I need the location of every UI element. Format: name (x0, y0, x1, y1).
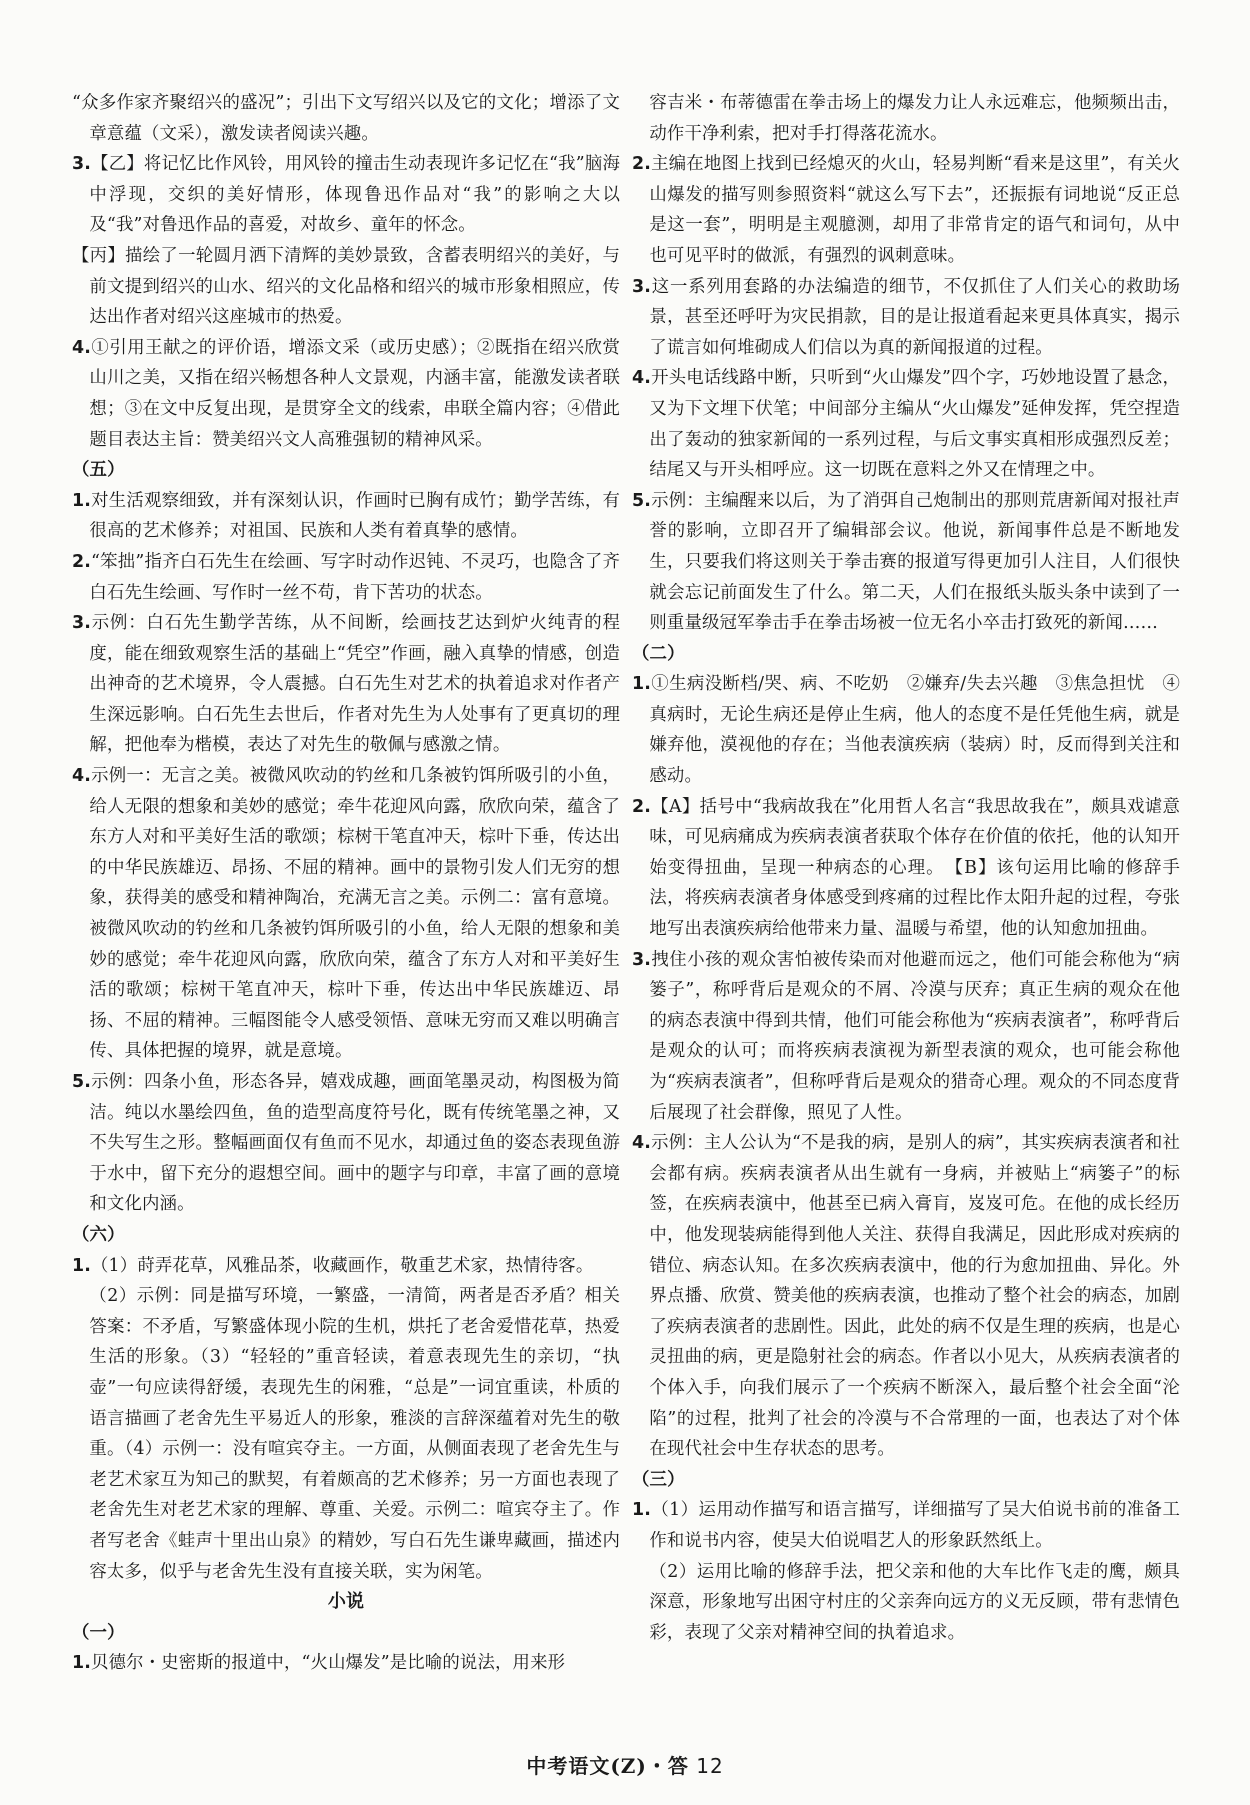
answer-text: （1）莳弄花草，风雅品茶，收藏画作，敬重艺术家，热情待客。 (91, 1255, 594, 1276)
answer-number: 1. (72, 1255, 92, 1276)
answer-text: 示例：主编醒来以后，为了消弭自己炮制出的那则荒唐新闻对报社声誉的影响，立即召开了编辑部会议。他说，新闻事件总是不断地发生，只要我们将这则关于拳击赛的报道写得更加引人注目，人们很快就会忘记前面发生了什么。第二天，人们在报纸头版头条中读到了一则重量级冠军拳击手在拳击场被一位无名小卒击打致死的新闻…… (649, 490, 1180, 634)
answer-text: （2）运用比喻的修辞手法，把父亲和他的大车比作飞走的鹰，颇具深意，形象地写出困守村庄的父亲奔向远方的义无反顾，带有悲情色彩，表现了父亲对精神空间的执着追求。 (649, 1561, 1180, 1643)
answer-text: （2）示例：同是描写环境，一繁盛，一清简，两者是否矛盾？相关答案：不矛盾，写繁盛体现小院的生机，烘托了老舍爱惜花草，热爱生活的形象。（3）“轻轻的”重音轻读，着意表现先生的亲切，“执壶”一句应读得舒缓，表现先生的闲雅，“总是”一词宜重读，朴质的语言描画了老舍先生平易近人的形象，雅淡的言辞深蕴着对先生的敬重。（4）示例一：没有喧宾夺主。一方面，从侧面表现了老舍先生与老艺术家互为知己的默契，有着颇高的艺术修养；另一方面也表现了老舍先生对老艺术家的理解、尊重、关爱。示例二：喧宾夺主了。作者写老舍《蛙声十里出山泉》的精妙，写白石先生谦卑藏画，描述内容太多，似乎与老舍先生没有直接关联，实为闲笔。 (89, 1286, 620, 1582)
answer-text: 示例：四条小鱼，形态各异，嬉戏成趣，画面笔墨灵动，构图极为简洁。纯以水墨绘四鱼，鱼的造型高度符号化，既有传统笔墨之神，又不失写生之形。整幅画面仅有鱼而不见水，却通过鱼的姿态表现鱼游于水中，留下充分的遐想空间。画中的题字与印章，丰富了画的意境和文化内涵。 (89, 1072, 620, 1215)
answer-number: 3. (632, 276, 652, 297)
left-column (72, 88, 620, 1679)
answer-number: 4. (632, 368, 652, 389)
answer-text: （三） (632, 1469, 685, 1490)
section-heading (72, 1220, 620, 1251)
answer-text: （二） (632, 643, 685, 664)
answer-text: 对生活观察细致，并有深刻认识，作画时已胸有成竹；勤学苦练，有很高的艺术修养；对祖国、民族和人类有着真挚的感情。 (89, 490, 620, 542)
answer-paragraph (632, 486, 1180, 639)
answer-number: 3. (632, 949, 652, 970)
answer-paragraph (72, 547, 620, 608)
watermark-top: ​ (550, 760, 570, 899)
answer-paragraph (632, 945, 1180, 1129)
answer-text: 这一系列用套路的办法编造的细节，不仅抓住了人们关心的救助场景，甚至还呼吁为灾民捐款，目的是让报道看起来更具体真实，揭示了谎言如何堆砌成人们信以为真的新闻报道的过程。 (649, 276, 1180, 358)
answer-paragraph (72, 333, 620, 455)
section-title (72, 1587, 620, 1618)
answer-text: ①生病没断档/哭、病、不吃奶 ②嫌弃/失去兴趣 ③焦急担忧 ④真病时，无论生病还是停止生病，他人的态度不是任凭他生病，就是嫌弃他，漠视他的存在；当他表演疾病（装病）时，反而得到关注和感动。 (649, 674, 1180, 787)
answer-text: 【A】括号中“我病故我在”化用哲人名言“我思故我在”，颇具戏谑意味，可见病痛成为疾病表演者获取个体存在价值的依托，他的认知开始变得扭曲，呈现一种病态的心理。 【B】该句运用比喻的修辞手法，将疾病表演者身体感受到疼痛的过程比作太阳升起的过程，夸张地写出表演疾病给他带来力量、温暖与希望，他的认知愈加扭曲。 (649, 796, 1180, 940)
answer-text: （一） (72, 1622, 125, 1643)
answer-text: “笨拙”指齐白石先生在绘画、写字时动作迟钝、不灵巧，也隐含了齐白石先生绘画、写作时一丝不苟，肯下苦功的状态。 (89, 551, 620, 603)
answer-number: 4. (72, 766, 92, 787)
answer-text: 容吉米・布蒂德雷在拳击场上的爆发力让人永远难忘，他频频出击，动作干净利索，把对手打得落花流水。 (649, 93, 1180, 144)
answer-paragraph (72, 761, 620, 1067)
answer-text: 主编在地图上找到已经熄灭的火山，轻易判断“看来是这里”，有关火山爆发的描写则参照资料“就这么写下去”，还振振有词地说“反正总是这一套”，明明是主观臆测，却用了非常肯定的语气和词句，从中也可见平时的做派，有强烈的讽刺意味。 (649, 154, 1180, 266)
answer-number: 1. (72, 1653, 92, 1674)
answer-paragraph (72, 149, 620, 241)
answer-text: “众多作家齐聚绍兴的盛况”；引出下文写绍兴以及它的文化；增添了文章意蕴（文采），激发读者阅读兴趣。 (72, 93, 620, 144)
answer-paragraph (632, 88, 1180, 149)
footer-edition: (Z) (610, 1754, 647, 1778)
answer-paragraph (72, 1648, 620, 1679)
answer-text: 开头电话线路中断，只听到“火山爆发”四个字，巧妙地设置了悬念，又为下文埋下伏笔；中间部分主编从“火山爆发”延伸发挥，凭空捏造出了轰动的独家新闻的一系列过程，与后文事实真相形成强烈反差；结尾又与开头相呼应。这一切既在意料之外又在情理之中。 (649, 368, 1180, 481)
answer-paragraph (72, 241, 620, 333)
section-heading (632, 639, 1180, 670)
section-heading (72, 1618, 620, 1649)
answer-number: 2. (72, 551, 92, 572)
answer-paragraph (632, 1495, 1180, 1556)
footer-answer: 答 (667, 1754, 689, 1778)
answer-text: 【丙】描绘了一轮圆月洒下清辉的美妙景致，含蓄表明绍兴的美好，与前文提到绍兴的山水、绍兴的文化品格和绍兴的城市形象相照应，传达出作者对绍兴这座城市的热爱。 (72, 245, 620, 328)
answer-text: （1）运用动作描写和语言描写，详细描写了吴大伯说书前的准备工作和说书内容，使吴大伯说唱艺人的形象跃然纸上。 (649, 1500, 1180, 1551)
answer-number: 3. (72, 613, 92, 634)
section-heading (632, 1465, 1180, 1496)
answer-number: 4. (632, 1133, 652, 1154)
answer-paragraph (632, 792, 1180, 945)
answer-number: 1. (632, 674, 652, 695)
answer-text: ①引用王献之的评价语，增添文采（或历史感）；②既指在绍兴欣赏山川之美，又指在绍兴畅想各种人文景观，内涵丰富，能激发读者联想；③在文中反复出现，是贯穿全文的线索，串联全篇内容；④借此题目表达主旨：赞美绍兴文人高雅强韧的精神风采。 (89, 337, 620, 450)
answer-number: 1. (632, 1500, 652, 1521)
answer-text: 示例一：无言之美。被微风吹动的钓丝和几条被钓饵所吸引的小鱼，给人无限的想象和美妙的感觉；牵牛花迎风向露，欣欣向荣，蕴含了东方人对和平美好生活的歌颂；棕树干笔直冲天，棕叶下垂，传达出的中华民族雄迈、昂扬、不屈的精神。画中的景物引发人们无穷的想象，获得美的感受和精神陶冶，充满无言之美。示例二：富有意境。被微风吹动的钓丝和几条被钓饵所吸引的小鱼，给人无限的想象和美妙的感觉；牵牛花迎风向露，欣欣向荣，蕴含了东方人对和平美好生活的歌颂；棕树干笔直冲天，棕叶下垂，传达出中华民族雄迈、昂扬、不屈的精神。三幅图能令人感受领悟、意味无穷而又难以明确言传、具体把握的境界，就是意境。 (89, 766, 620, 1062)
answer-paragraph (72, 1251, 620, 1282)
answer-paragraph (632, 1557, 1180, 1649)
answer-number: 2. (632, 154, 652, 175)
answer-paragraph (72, 1067, 620, 1220)
answer-paragraph (632, 1128, 1180, 1465)
page-number: 12 (696, 1754, 724, 1778)
answer-paragraph (72, 608, 620, 761)
answer-number: 4. (72, 337, 92, 358)
answer-text: 贝德尔・史密斯的报道中，“火山爆发”是比喻的说法，用来形 (91, 1653, 566, 1674)
answer-text: 小说 (327, 1591, 365, 1613)
footer-dot: ・ (646, 1754, 668, 1778)
answer-number: 5. (72, 1072, 92, 1092)
answer-paragraph (72, 1281, 620, 1587)
footer-title: 中考语文 (526, 1754, 611, 1778)
answer-number: 1. (72, 490, 92, 511)
answer-paragraph (632, 272, 1180, 364)
answer-text: （五） (72, 460, 125, 481)
page-footer (0, 1750, 1250, 1779)
answer-paragraph (632, 363, 1180, 485)
answer-paragraph (632, 669, 1180, 791)
section-heading (72, 455, 620, 486)
answer-paragraph (632, 149, 1180, 271)
right-column (632, 88, 1180, 1648)
answer-paragraph (72, 486, 620, 547)
answer-text: 示例：主人公认为“不是我的病，是别人的病”，其实疾病表演者和社会都有病。疾病表演者从出生就有一身病，并被贴上“病篓子”的标签，在疾病表演中，他甚至已病入膏肓，岌岌可危。在他的成长经历中，他发现装病能得到他人关注、获得自我满足，因此形成对疾病的错位、病态认知。在多次疾病表演中，他的行为愈加扭曲、异化。外界点播、欣赏、赞美他的疾病表演，也推动了整个社会的病态，加剧了疾病表演者的悲剧性。因此，此处的病不仅是生理的疾病，也是心灵扭曲的病，更是隐射社会的病态。作者以小见大，从疾病表演者的个体入手，向我们展示了一个疾病不断深入，最后整个社会全面“沦陷”的过程，批判了社会的冷漠与不合常理的一面，也表达了对个体在现代社会中生存状态的思考。 (649, 1133, 1180, 1460)
answer-text: （六） (72, 1224, 125, 1245)
answer-number: 2. (632, 796, 652, 817)
answer-paragraph (72, 88, 620, 149)
answer-text: 示例：白石先生勤学苦练，从不间断，绘画技艺达到炉火纯青的程度，能在细致观察生活的基础上“凭空”作画，融入真挚的情感，创造出神奇的艺术境界，令人震撼。白石先生对艺术的执着追求对作者产生深远影响。白石先生去世后，作者对先生为人处事有了更真切的理解，把他奉为楷模，表达了对先生的敬佩与感激之情。 (89, 613, 620, 756)
answer-text: 拽住小孩的观众害怕被传染而对他避而远之，他们可能会称他为“病篓子”，称呼背后是观众的不屑、冷漠与厌弃；真正生病的观众在他的病态表演中得到共情，他们可能会称他为“疾病表演者”，称呼背后是观众的认可；而将疾病表演视为新型表演的观众，也可能会称他为“疾病表演者”，但称呼背后是观众的猎奇心理。观众的不同态度背后展现了社会群像，照见了人性。 (649, 949, 1180, 1123)
answer-text: 【乙】将记忆比作风铃，用风铃的撞击生动表现许多记忆在“我”脑海中浮现，交织的美好情形，体现鲁迅作品对“我”的影响之大以及“我”对鲁迅作品的喜爱，对故乡、童年的怀念。 (89, 154, 620, 236)
answer-number: 5. (632, 490, 652, 511)
answer-number: 3. (72, 154, 92, 175)
